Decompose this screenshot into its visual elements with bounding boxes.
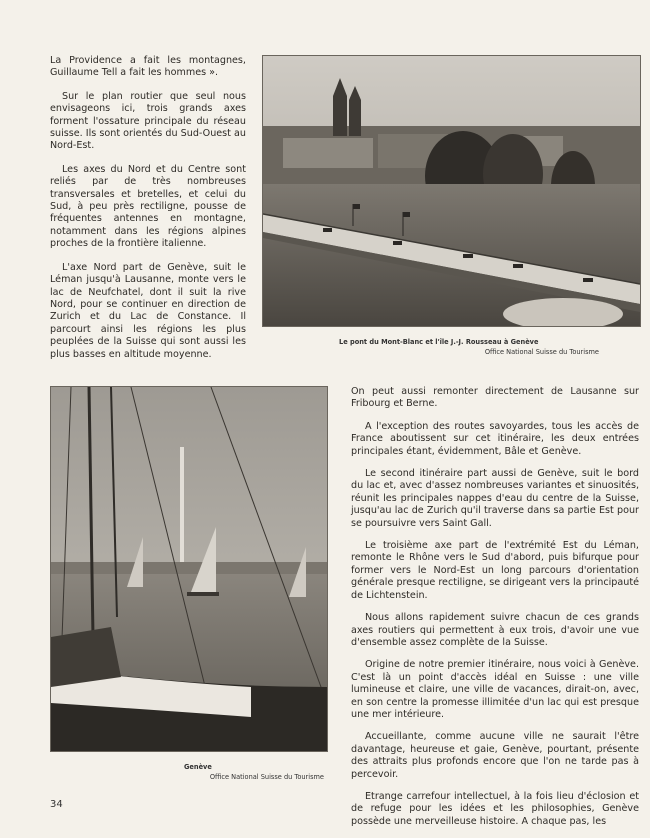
right-column-text [351,386,639,838]
photo-mont-blanc-bridge [262,55,641,327]
paragraph: L'axe Nord part de Genève, suit le Léman jusqu'à Lausanne, monte vers le lac de Neufchatel, dont il suit la rive Nord, pour se continuer en direction de Zurich et du Lac de Constance. Il parcourt ainsi les régions les plus peuplées de la Suisse qui sont aussi les plus basses en altitude moyenne. [50,261,246,360]
caption-title: Genève [184,763,212,771]
paragraph: Etrange carrefour intellectuel, à la fois lieu d'éclosion et de refuge pour les idées et les philosophies, Genève possède une merveilleuse histoire. A chaque pas, les [351,790,639,827]
left-column-text [50,55,246,372]
paragraph: Les axes du Nord et du Centre sont reliés par de très nombreuses transversales et bretelles, et celui du Sud, à peu près rectiligne, pousse de fréquentes antennes en montagne, notamment dans les régions alpines proches de la frontière italienne. [50,163,246,250]
paragraph: Le second itinéraire part aussi de Genève, suit le bord du lac et, avec d'assez nombreuses variantes et sinuosités, réunit les principales nappes d'eau du centre de la Suisse, jusqu'au lac de Zurich qu'il traverse dans sa partie Est pour se poursuivre vers Saint Gall. [351,468,639,529]
caption-title: Le pont du Mont-Blanc et l'île J.-J. Rousseau à Genève [339,338,539,346]
top-photo-caption [262,337,639,357]
paragraph: Sur le plan routier que seul nous envisageons ici, trois grands axes forment l'ossature principale du réseau suisse. Ils sont orientés du Sud-Ouest au Nord-Est. [50,90,246,152]
page-number: 34 [50,799,63,810]
paragraph: Origine de notre premier itinéraire, nous voici à Genève. C'est là un point d'accès idéal en Suisse : une ville lumineuse et claire, une ville de vacances, dirait-on, avec, en son centre la promesse illimitée d'un lac qui est presque une mer intérieure. [351,659,639,720]
paragraph: A l'exception des routes savoyardes, tous les accès de France aboutissent sur cet itinéraire, les deux entrées principales étant, évidemment, Bâle et Genève. [351,420,639,457]
paragraph: La Providence a fait les montagnes, Guillaume Tell a fait les hommes ». [50,55,246,79]
caption-credit: Office National Suisse du Tourisme [484,348,599,356]
paragraph: Accueillante, comme aucune ville ne saurait l'être davantage, heureuse et gaie, Genève, pourtant, présente des attraits plus profonds encore que l'on ne tarde pas à percevoir. [351,731,639,780]
bottom-photo-caption [50,762,326,782]
paragraph: Le troisième axe part de l'extrémité Est du Léman, remonte le Rhône vers le Sud d'abord, puis bifurque pour former vers le Nord-Est un long parcours d'orientation générale presque rectiligne, se dirigeant vers la principauté de Lichtenstein. [351,540,639,601]
caption-credit: Office National Suisse du Tourisme [209,773,324,781]
paragraph: On peut aussi remonter directement de Lausanne sur Fribourg et Berne. [351,386,639,410]
paragraph: Nous allons rapidement suivre chacun de ces grands axes routiers qui permettent à eux trois, d'avoir une vue d'ensemble assez complète de la Suisse. [351,612,639,648]
photo-geneve-sailboats [50,386,328,752]
